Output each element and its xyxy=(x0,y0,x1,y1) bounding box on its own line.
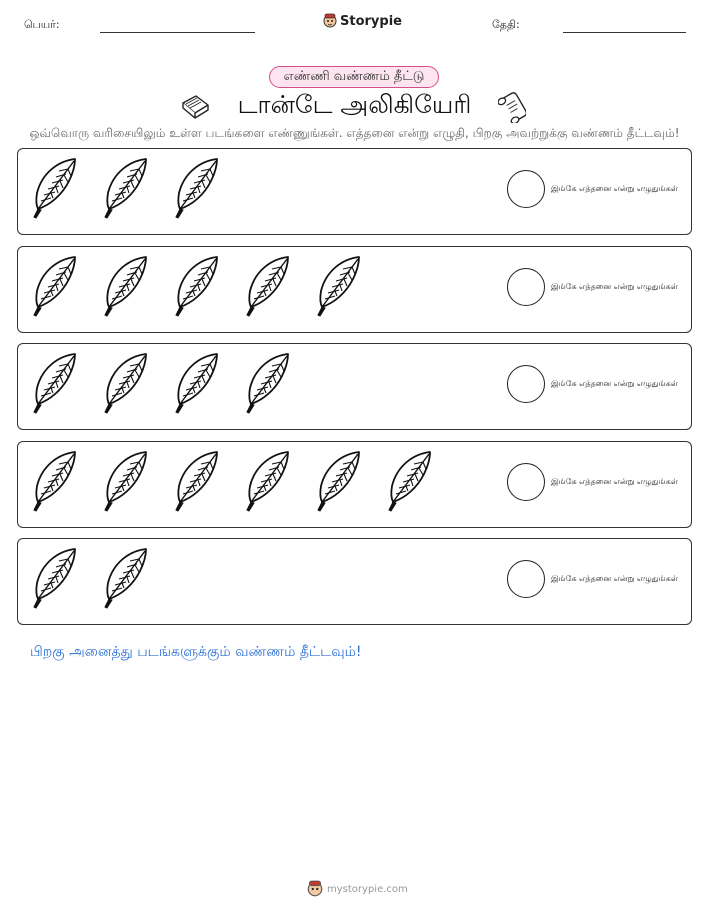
storypie-mascot-icon xyxy=(307,880,323,898)
feather-quill-icon[interactable] xyxy=(28,255,78,317)
feather-quill-icon[interactable] xyxy=(312,255,362,317)
feather-quill-icon[interactable] xyxy=(241,352,291,414)
scroll-icon xyxy=(498,91,526,123)
storypie-mascot-icon xyxy=(323,13,337,29)
feather-quill-icon[interactable] xyxy=(170,352,220,414)
feather-quill-icon[interactable] xyxy=(28,352,78,414)
count-answer-circle[interactable] xyxy=(507,365,545,403)
count-answer-circle[interactable] xyxy=(507,170,545,208)
count-row xyxy=(17,246,692,333)
site-url: mystorypie.com xyxy=(327,883,408,895)
activity-badge: எண்ணி வண்ணம் தீட்டு xyxy=(269,66,439,88)
feather-quill-icon[interactable] xyxy=(241,255,291,317)
brand-name: Storypie xyxy=(340,13,402,29)
feather-quill-icon[interactable] xyxy=(28,157,78,219)
feather-quill-icon[interactable] xyxy=(383,450,433,512)
feather-quill-icon[interactable] xyxy=(99,450,149,512)
feather-quill-icon[interactable] xyxy=(170,450,220,512)
write-count-hint: இங்கே எத்தனை என்று எழுதுங்கள் xyxy=(551,184,678,193)
count-answer-circle[interactable] xyxy=(507,463,545,501)
count-row xyxy=(17,441,692,528)
feather-quill-icon[interactable] xyxy=(99,547,149,609)
footer-note: பிறகு அனைத்து படங்களுக்கும் வண்ணம் தீட்டவும்! xyxy=(30,644,362,660)
feather-quill-icon[interactable] xyxy=(312,450,362,512)
count-answer-circle[interactable] xyxy=(507,268,545,306)
count-answer-circle[interactable] xyxy=(507,560,545,598)
brand-logo xyxy=(323,13,402,29)
date-label: தேதி: xyxy=(492,18,520,31)
write-count-hint: இங்கே எத்தனை என்று எழுதுங்கள் xyxy=(551,477,678,486)
name-line[interactable] xyxy=(100,32,255,33)
feather-quill-icon[interactable] xyxy=(170,255,220,317)
feather-quill-icon[interactable] xyxy=(170,157,220,219)
write-count-hint: இங்கே எத்தனை என்று எழுதுங்கள் xyxy=(551,379,678,388)
feather-quill-icon[interactable] xyxy=(241,450,291,512)
feather-quill-icon[interactable] xyxy=(28,450,78,512)
write-count-hint: இங்கே எத்தனை என்று எழுதுங்கள் xyxy=(551,574,678,583)
name-label: பெயர்: xyxy=(24,18,60,31)
count-row xyxy=(17,538,692,625)
page-title: டான்டே அலிகியேரி xyxy=(237,90,472,119)
date-line[interactable] xyxy=(563,32,686,33)
site-footer xyxy=(307,880,408,898)
count-row xyxy=(17,343,692,430)
write-count-hint: இங்கே எத்தனை என்று எழுதுங்கள் xyxy=(551,282,678,291)
feather-quill-icon[interactable] xyxy=(99,352,149,414)
feather-quill-icon[interactable] xyxy=(99,157,149,219)
feather-quill-icon[interactable] xyxy=(28,547,78,609)
instructions: ஒவ்வொரு வரிசையிலும் உள்ள படங்களை எண்ணுங்கள். எத்தனை என்று எழுதி, பிறகு அவற்றுக்கு வண்ணம் தீட்டவும்! xyxy=(29,126,680,140)
title-row xyxy=(0,88,709,124)
feather-quill-icon[interactable] xyxy=(99,255,149,317)
count-row xyxy=(17,148,692,235)
